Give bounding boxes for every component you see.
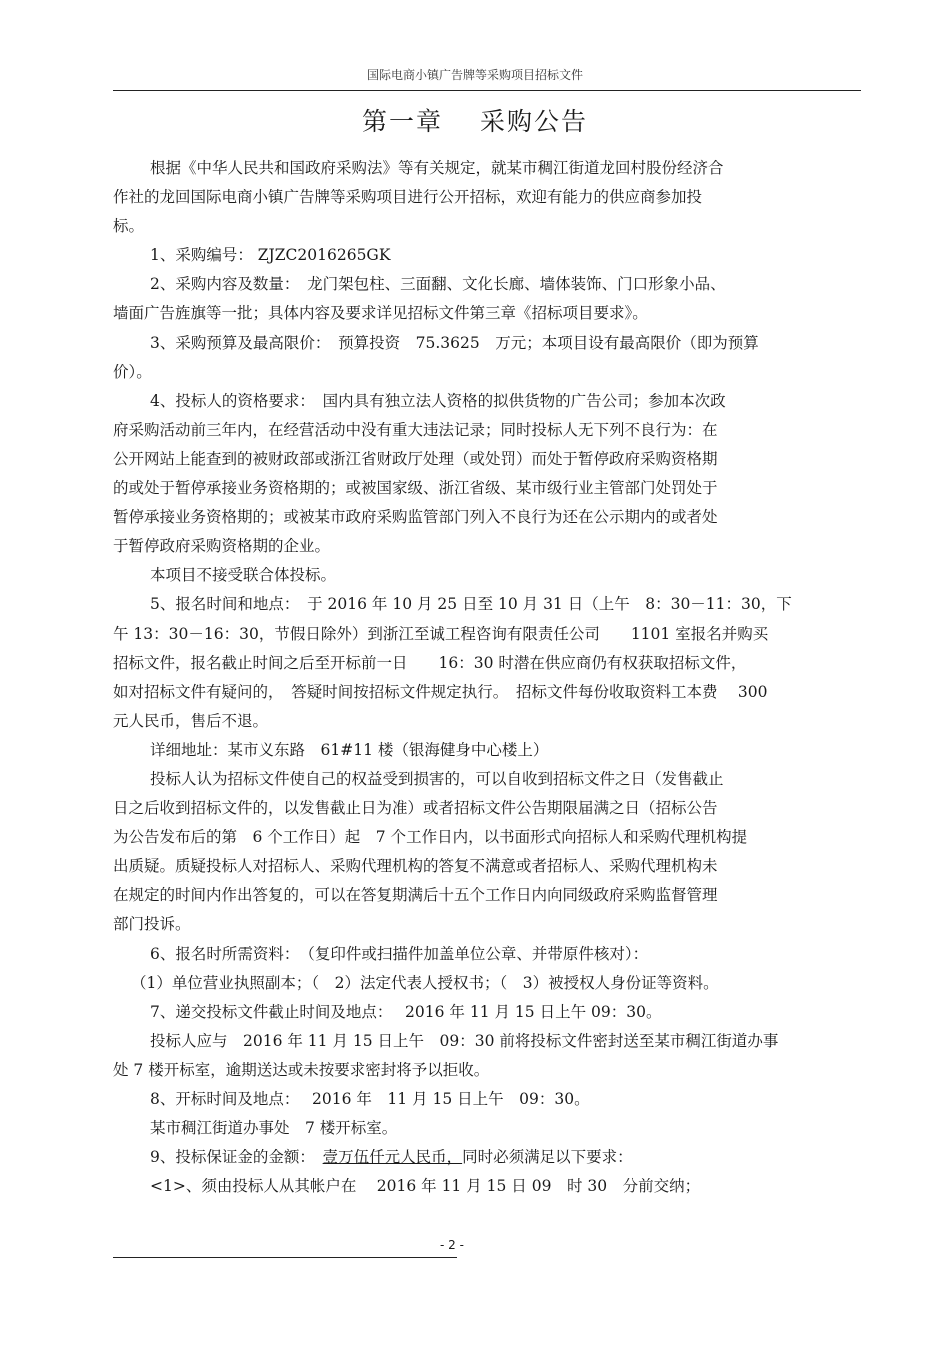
paragraph-line: 的或处于暂停承接业务资格期的；或被国家级、浙江省级、某市级行业主管部门处罚处于	[113, 479, 718, 498]
document-body	[113, 154, 861, 1201]
paragraph-line: 招标文件，报名截止时间之后至开标前一日 16：30 时潜在供应商仍有权获取招标文件，	[113, 653, 747, 672]
paragraph-line: 标。	[113, 217, 145, 236]
paragraph-line: 投标人认为招标文件使自己的权益受到损害的，可以自收到招标文件之日（发售截止	[150, 769, 724, 788]
paragraph-line: 墙面广告旌旗等一批；具体内容及要求详见招标文件第三章《招标项目要求》。	[113, 304, 648, 323]
paragraph-line: 日之后收到招标文件的，以发售截止日为准）或者招标文件公告期限届满之日（招标公告	[113, 799, 718, 818]
sub-item-1-line: <1>、须由投标人从其帐户在 2016 年 11 月 15 日 09 时 30 分前交纳；	[150, 1177, 701, 1196]
paragraph-line: 某市稠江街道办事处 7 楼开标室。	[150, 1119, 398, 1138]
running-header: 国际电商小镇广告牌等采购项目招标文件	[366, 68, 583, 82]
paragraph-line: 出质疑。质疑投标人对招标人、采购代理机构的答复不满意或者招标人、采购代理机构未	[113, 857, 718, 876]
paragraph-line: 元人民币，售后不退。	[113, 711, 269, 730]
paragraph-line: 本项目不接受联合体投标。	[150, 566, 337, 585]
paragraph-line: 作社的龙回国际电商小镇广告牌等采购项目进行公开招标，欢迎有能力的供应商参加投	[113, 188, 703, 207]
item-9-line	[113, 1143, 861, 1172]
deposit-label: 9、投标保证金的金额：	[150, 1148, 323, 1167]
page-number: - 2 -	[440, 1238, 464, 1252]
item-6-line: 6、报名时所需资料： （复印件或扫描件加盖单位公章、并带原件核对）：	[150, 944, 649, 963]
address-line: 详细地址：某市义东路 61#11 楼（银海健身中心楼上）	[150, 740, 549, 759]
paragraph-line: （1）单位营业执照副本；（ 2）法定代表人授权书；（ 3）被授权人身份证等资料。	[131, 973, 719, 992]
paragraph-line: 根据《中华人民共和国政府采购法》等有关规定，就某市稠江街道龙回村股份经济合	[150, 159, 724, 177]
item-2-line: 2、采购内容及数量： 龙门架包柱、三面翻、文化长廊、墙体装饰、门口形象小品、	[150, 275, 726, 294]
deposit-requirement: 同时必须满足以下要求：	[462, 1148, 633, 1167]
item-5-line: 5、报名时间和地点： 于 2016 年 10 月 25 日至 10 月 31 日（上午 8：30－11：30，下	[150, 595, 792, 614]
paragraph-line: 如对招标文件有疑问的， 答疑时间按招标文件规定执行。 招标文件每份收取资料工本费 300	[113, 682, 768, 701]
chapter-title: 第一章 采购公告	[362, 107, 588, 136]
paragraph-line: 部门投诉。	[113, 915, 191, 934]
footer-divider	[113, 1257, 457, 1258]
item-3-line: 3、采购预算及最高限价： 预算投资 75.3625 万元；本项目设有最高限价（即为预算	[150, 333, 759, 352]
header-divider	[113, 90, 861, 91]
deposit-amount: 壹万伍仟元人民币，	[322, 1148, 463, 1167]
paragraph-line: 府采购活动前三年内，在经营活动中没有重大违法记录；同时投标人无下列不良行为：在	[113, 420, 718, 439]
paragraph-line: 为公告发布后的第 6 个工作日）起 7 个工作日内，以书面形式向招标人和采购代理机构提	[113, 828, 748, 847]
item-1-line: 1、采购编号： ZJZC2016265GK	[150, 246, 391, 265]
paragraph-line: 处 7 楼开标室，逾期送达或未按要求密封将予以拒收。	[113, 1060, 490, 1079]
item-7-line: 7、递交投标文件截止时间及地点： 2016 年 11 月 15 日上午 09：30。	[150, 1002, 662, 1021]
paragraph-line: 于暂停政府采购资格期的企业。	[113, 537, 331, 556]
paragraph-line: 暂停承接业务资格期的；或被某市政府采购监管部门列入不良行为还在公示期内的或者处	[113, 508, 718, 527]
item-8-line: 8、开标时间及地点： 2016 年 11 月 15 日上午 09：30。	[150, 1090, 590, 1108]
item-4-line: 4、投标人的资格要求： 国内具有独立法人资格的拟供货物的广告公司；参加本次政	[150, 391, 726, 410]
paragraph-line: 午 13：30－16：30，节假日除外）到浙江至诚工程咨询有限责任公司 1101 室报名并购买	[113, 624, 769, 643]
paragraph-line: 公开网站上能查到的被财政部或浙江省财政厅处理（或处罚）而处于暂停政府采购资格期	[113, 449, 718, 468]
paragraph-line: 投标人应与 2016 年 11 月 15 日上午 09：30 前将投标文件密封送至某市稠江街道办事	[150, 1031, 779, 1050]
paragraph-line: 在规定的时间内作出答复的，可以在答复期满后十五个工作日内向同级政府采购监督管理	[113, 886, 718, 905]
paragraph-line: 价）。	[113, 362, 152, 381]
